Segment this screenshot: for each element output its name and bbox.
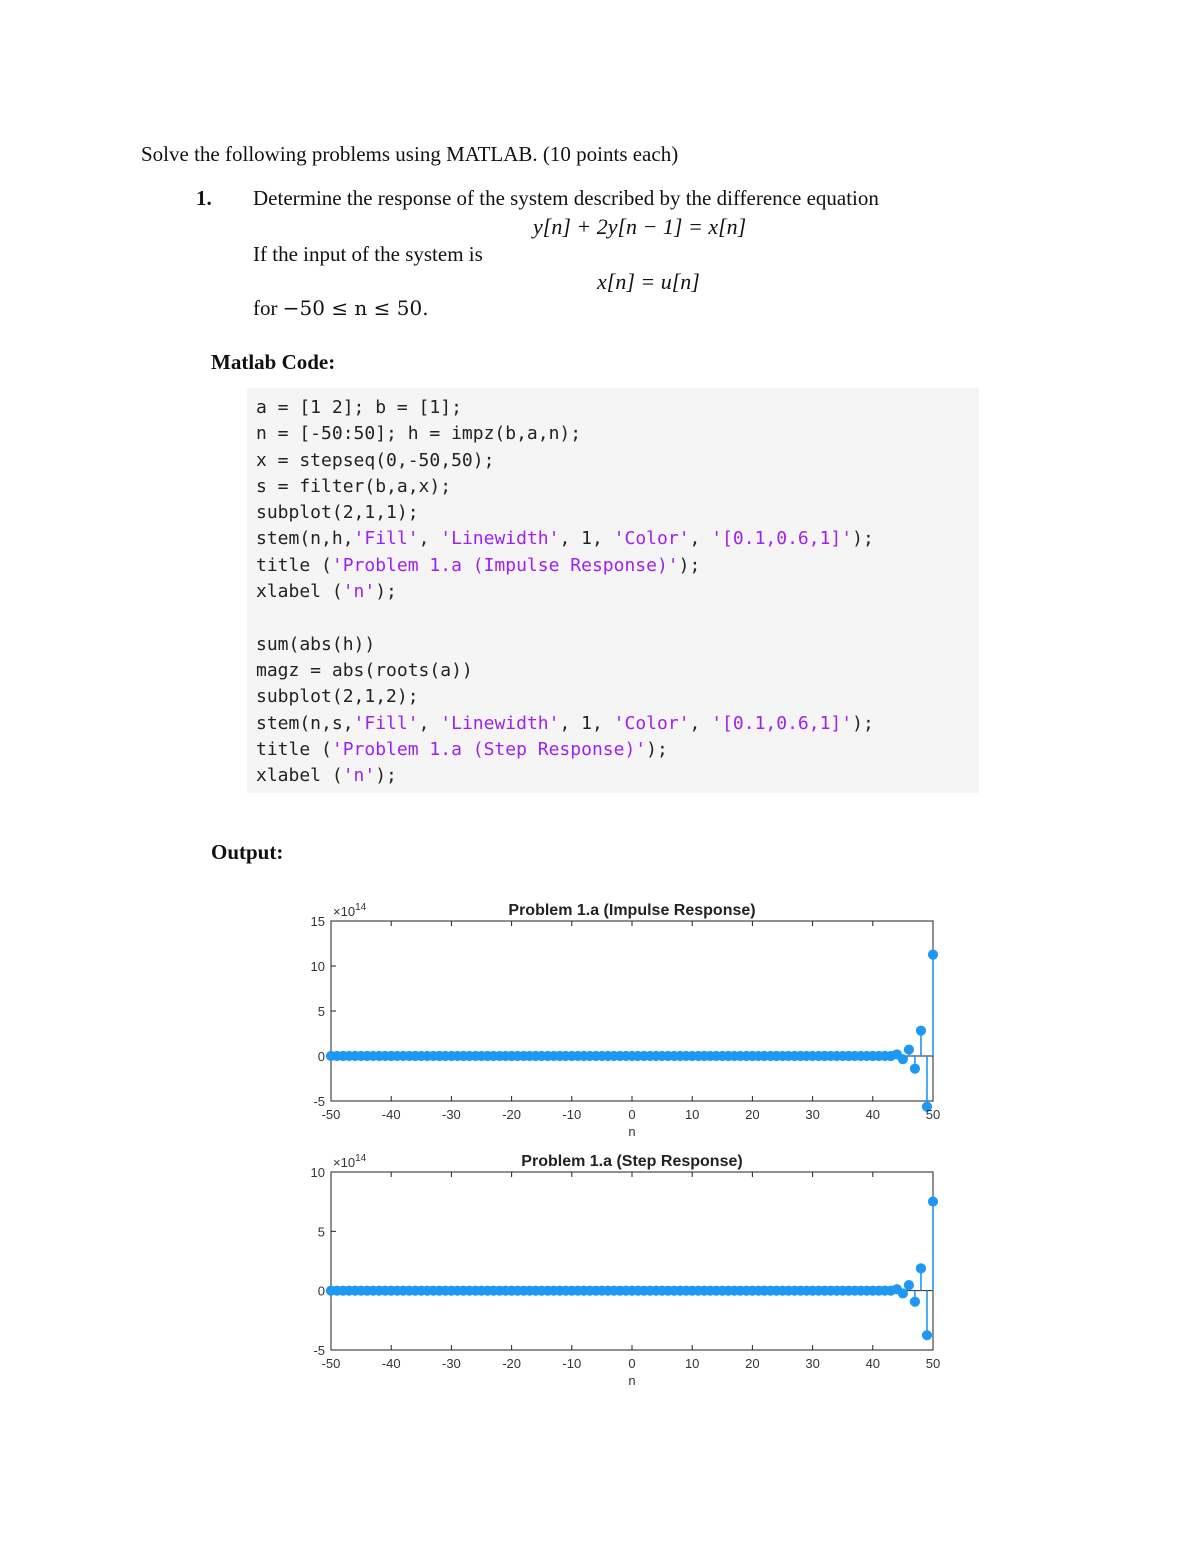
x-tick-label: -30	[442, 1107, 461, 1122]
code-text: magz = abs(roots(a))	[256, 659, 473, 681]
code-text: s = filter(b,a,x);	[256, 475, 452, 497]
plot-axes-box	[331, 1172, 933, 1350]
code-line	[256, 579, 979, 605]
x-tick-label: -40	[381, 1356, 401, 1371]
problem-description: Determine the response of the system described by the difference equation	[253, 186, 879, 210]
code-string: 'Problem 1.a (Impulse Response)'	[331, 554, 679, 576]
x-tick-label: -30	[442, 1356, 461, 1371]
code-text: a = [1 2]; b = [1];	[256, 397, 462, 418]
x-tick-label: -50	[321, 1356, 341, 1371]
output-figure	[290, 895, 950, 1405]
x-tick-label: -20	[502, 1107, 521, 1122]
exponent-label	[333, 1153, 367, 1170]
y-tick-label: 10	[310, 1165, 325, 1180]
code-line	[256, 737, 979, 763]
code-text: ,	[689, 712, 712, 734]
code-string: 'Linewidth'	[440, 712, 560, 734]
x-tick-label: 20	[745, 1356, 760, 1371]
code-line	[256, 684, 979, 710]
x-tick-label: 20	[745, 1107, 760, 1122]
code-block	[247, 388, 979, 793]
code-string: 'n'	[342, 765, 376, 787]
x-tick-label: 30	[805, 1356, 820, 1371]
stem-marker	[910, 1064, 919, 1073]
x-tick-label: 10	[684, 1356, 700, 1371]
code-line	[256, 711, 979, 737]
code-line	[256, 421, 979, 447]
code-string: 'Fill'	[353, 712, 419, 734]
stem-plots-figure	[290, 895, 950, 1400]
problem-number: 1.	[196, 186, 212, 210]
stem-marker	[916, 1026, 925, 1035]
code-text: ,	[418, 528, 441, 550]
stem-marker	[928, 1197, 937, 1206]
code-text: subplot(2,1,1);	[256, 502, 419, 524]
code-text: title (	[256, 738, 332, 760]
code-text: subplot(2,1,2);	[256, 686, 419, 708]
code-line	[256, 763, 979, 789]
y-tick-label: -5	[313, 1094, 325, 1109]
code-line	[256, 526, 979, 552]
code-text: ,	[689, 528, 712, 550]
code-line	[256, 395, 979, 421]
output-heading: Output:	[211, 840, 284, 864]
stem-marker	[898, 1055, 907, 1064]
code-line	[256, 500, 979, 526]
code-text: stem(n,s,	[256, 712, 354, 734]
code-line	[256, 553, 979, 579]
stem-marker	[904, 1280, 913, 1289]
input-description: If the input of the system is	[253, 242, 483, 266]
exponent-label	[333, 902, 367, 919]
range-statement	[253, 296, 429, 321]
exponent-power: 14	[355, 902, 367, 913]
y-tick-label: 0	[317, 1283, 325, 1299]
stem-plot-2	[326, 1153, 937, 1350]
code-text: xlabel (	[256, 581, 343, 603]
code-string: '[0.1,0.6,1]'	[711, 712, 853, 734]
x-tick-label: 0	[628, 1356, 636, 1371]
code-text: title (	[256, 554, 332, 576]
stem-marker	[916, 1264, 925, 1273]
input-equation: x[n] = u[n]	[597, 269, 700, 294]
code-string: 'Linewidth'	[440, 528, 560, 550]
code-text: , 1,	[559, 712, 614, 734]
y-tick-label: -5	[313, 1343, 325, 1358]
code-string: 'Color'	[613, 712, 690, 734]
stem-marker	[898, 1289, 907, 1298]
x-tick-label: 40	[865, 1107, 881, 1122]
x-tick-label: 10	[684, 1107, 700, 1122]
difference-equation: y[n] + 2y[n − 1] = x[n]	[533, 214, 747, 239]
exponent-base: ×10	[333, 1155, 356, 1170]
x-axis-label: n	[628, 1373, 636, 1388]
stem-marker	[928, 950, 937, 959]
code-heading: Matlab Code:	[211, 350, 336, 374]
code-text: );	[646, 738, 668, 760]
y-tick-label: 15	[310, 914, 325, 929]
stem-plot-1	[326, 902, 937, 1111]
stem-marker	[904, 1045, 913, 1054]
code-text: );	[375, 581, 397, 603]
code-line	[256, 658, 979, 684]
code-text: );	[375, 765, 397, 787]
plot-title: Problem 1.a (Step Response)	[521, 1153, 743, 1170]
code-text: , 1,	[559, 528, 614, 550]
x-tick-label: 30	[805, 1107, 820, 1122]
code-text: n = [-50:50]; h = impz(b,a,n);	[256, 423, 582, 445]
code-text: );	[852, 528, 874, 550]
y-tick-label: 5	[317, 1224, 325, 1240]
plot-axes-box	[331, 921, 933, 1101]
x-tick-label: 50	[925, 1107, 941, 1122]
code-text: );	[852, 712, 874, 734]
exponent-base: ×10	[333, 904, 356, 919]
exponent-power: 14	[355, 1153, 367, 1164]
x-tick-label: -40	[381, 1107, 401, 1122]
y-tick-label: 10	[310, 959, 325, 974]
x-tick-label: -20	[502, 1356, 521, 1371]
x-tick-label: 50	[925, 1356, 941, 1371]
stem-marker	[922, 1331, 931, 1340]
code-line	[256, 632, 979, 658]
code-string: 'Color'	[613, 528, 690, 550]
range-prefix: for	[253, 296, 278, 320]
plot-title: Problem 1.a (Impulse Response)	[508, 902, 756, 919]
code-text: ,	[418, 712, 441, 734]
code-string: 'Fill'	[353, 528, 419, 550]
x-tick-label: 40	[865, 1356, 881, 1371]
code-string: 'n'	[342, 581, 376, 603]
x-tick-label: -10	[562, 1107, 582, 1122]
code-string: '[0.1,0.6,1]'	[711, 528, 853, 550]
code-text: );	[678, 554, 701, 576]
range-math: −50 ≤ n ≤ 50.	[282, 296, 429, 320]
x-tick-label: 0	[628, 1107, 636, 1122]
x-tick-label: -10	[562, 1356, 582, 1371]
y-tick-label: 5	[317, 1004, 325, 1019]
x-axis-label: n	[628, 1124, 636, 1139]
code-line	[256, 605, 979, 631]
code-text: sum(abs(h))	[256, 633, 376, 655]
x-tick-label: -50	[321, 1107, 341, 1122]
code-text: stem(n,h,	[256, 528, 354, 550]
stem-marker	[910, 1297, 919, 1306]
intro-text: Solve the following problems using MATLAB. (10 points each)	[141, 142, 679, 166]
code-text: x = stepseq(0,-50,50);	[256, 449, 495, 471]
code-text: xlabel (	[256, 765, 343, 787]
code-string: 'Problem 1.a (Step Response)'	[331, 738, 647, 760]
y-tick-label: 0	[317, 1049, 325, 1064]
code-line	[256, 474, 979, 500]
code-line	[256, 448, 979, 474]
